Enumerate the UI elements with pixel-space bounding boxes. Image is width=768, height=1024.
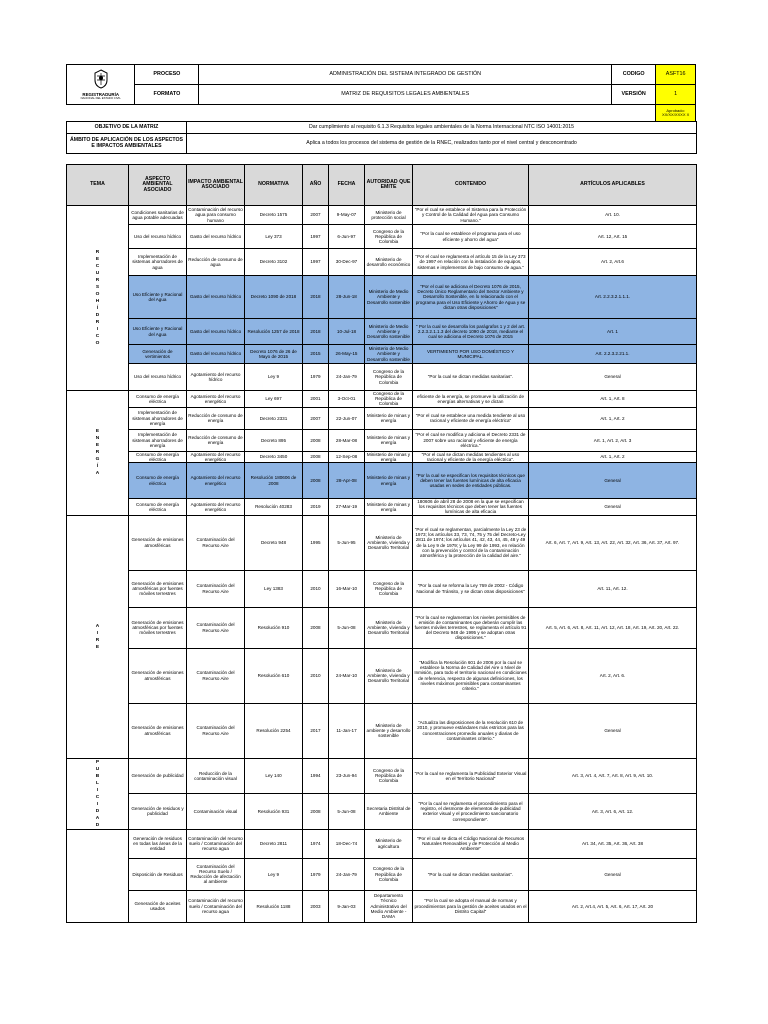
cell-impacto: Contaminación del recurso suelo / Contaminación del recurso agua (187, 829, 245, 858)
cell-impacto: Contaminación del Recurso Suelo / Reducción de afectación al ambiente (187, 858, 245, 890)
cell-aspecto: Consumo de energía eléctrica (129, 391, 187, 408)
cell-articulos: General (529, 463, 697, 499)
cell-fecha: 6-Jun-97 (329, 225, 365, 249)
cell-impacto: Reducción de consumo de energía (187, 429, 245, 451)
table-row (67, 890, 697, 922)
cell-articulos: Art. 10. (529, 206, 697, 225)
cell-contenido: "Por el cual se dictan medidas tendientes al uso racional y eficiente de la energía eléctrica". (413, 451, 529, 462)
cell-anio: 1997 (303, 225, 329, 249)
cell-impacto: Reducción de consumo de energía (187, 407, 245, 429)
cell-contenido: "Por el cual se modifica y adiciona el Decreto 2331 de 2007 sobre uso racional y eficiente de energía eléctrica." (413, 429, 529, 451)
cell-aspecto: Generación de emisiones atmosféricas por fuentes móviles terrestres (129, 607, 187, 648)
table-row (67, 276, 697, 319)
cell-contenido: "Por el cual se adiciona el Decreto 1076 de 2015, Decreto Único Reglamentario del Sector Ambiente y Desarrollo Sostenible, en lo relacionado con el programa para el Uso Eficiente y Ahorro de Agua y se dictan otras disposiciones" (413, 276, 529, 319)
cell-normativa: Ley 9 (245, 858, 303, 890)
table-row (67, 206, 697, 225)
table-row (67, 345, 697, 364)
cell-autoridad: Ministerio de Ambiente, vivienda y Desarrollo Territorial (365, 607, 413, 648)
cell-aspecto: Generación de publicidad (129, 758, 187, 794)
cell-fecha: 5-Jun-08 (329, 794, 365, 830)
table-row (67, 249, 697, 276)
table-row (67, 858, 697, 890)
info-table (66, 121, 697, 154)
cell-contenido: "Por la cual se adopta el manual de normas y procedimientos para la gestión de aceites usados en el Distrito Capital" (413, 890, 529, 922)
cell-anio: 1995 (303, 515, 329, 570)
cell-normativa: Ley 9 (245, 364, 303, 391)
cell-autoridad: Ministerio de minas y energía (365, 499, 413, 516)
logo-name: REGISTRADURÍA (82, 91, 119, 97)
cell-fecha: 18-Dec-74 (329, 829, 365, 858)
cell-aspecto: Consumo de energía eléctrica (129, 451, 187, 462)
cell-fecha: 28-Jun-18 (329, 276, 365, 319)
cell-anio: 2007 (303, 206, 329, 225)
cell-articulos: Art. 1, Art. 2 (529, 407, 697, 429)
proceso-value: ADMINISTRACIÓN DEL SISTEMA INTEGRADO DE GESTIÓN (199, 65, 612, 85)
cell-autoridad: Ministerio de agricultura (365, 829, 413, 858)
table-row (67, 391, 697, 408)
cell-autoridad: Ministerio de minas y energía (365, 407, 413, 429)
cell-aspecto: Generación de emisiones atmosféricas (129, 648, 187, 703)
cell-autoridad: Ministerio de Ambiente, vivienda y Desarrollo Territorial (365, 648, 413, 703)
ambito-label: ÁMBITO DE APLICACIÓN DE LOS ASPECTOS E IMPACTOS AMBIENTALES (67, 134, 187, 154)
cell-articulos: General (529, 364, 697, 391)
coat-of-arms-icon (91, 69, 111, 89)
cell-normativa: Ley 697 (245, 391, 303, 408)
cell-articulos: Art. 2.2.3.2.1.1.1. (529, 276, 697, 319)
cell-aspecto: Implementación de sistemas ahorradores de agua (129, 249, 187, 276)
cell-fecha: 11-Jan-17 (329, 703, 365, 758)
cell-autoridad: Ministerio de Medio Ambiente y Desarrollo sostenible (365, 276, 413, 319)
cell-aspecto: Generación de vertimientos (129, 345, 187, 364)
cell-impacto: Contaminación visual (187, 794, 245, 830)
table-row (67, 758, 697, 794)
tema-label: RECURSO HÍDRICO (95, 250, 100, 346)
cell-impacto: Contaminación del Recurso Aire (187, 648, 245, 703)
cell-anio: 2010 (303, 570, 329, 607)
cell-normativa: Resolución 610 (245, 648, 303, 703)
cell-fecha: 24-Jan-79 (329, 364, 365, 391)
cell-aspecto: Consumo de energía eléctrica (129, 463, 187, 499)
cell-normativa: Decreto 2811 (245, 829, 303, 858)
table-row (67, 703, 697, 758)
cell-autoridad: Congreso de la República de Colombia (365, 858, 413, 890)
cell-normativa: Resolución 1257 de 2018 (245, 319, 303, 345)
cell-articulos: Art. 2.2.3.2.21.1. (529, 345, 697, 364)
formato-label: FORMATO (135, 85, 199, 105)
cell-contenido: "Modifica la Resolución 601 de 2006 por la cual se establece la Norma de Calidad del Aire o Nivel de Inmisión, para todo el territorio nacional en condiciones de referencia, respecto de algunas definiciones, los niveles máximos permisibles para contaminantes criterio." (413, 648, 529, 703)
proceso-label: PROCESO (135, 65, 199, 85)
cell-impacto: Reducción de la contaminación visual (187, 758, 245, 794)
cell-normativa: Resolución 180606 de 2008 (245, 463, 303, 499)
cell-fecha: 5-Jun-95 (329, 515, 365, 570)
cell-aspecto: Uso del recurso hídrico (129, 364, 187, 391)
objetivo-value: Dar cumplimiento al requisito 6.1.3 Requisitos legales ambientales de la Norma Internacional NTC ISO 14001:2015 (187, 122, 697, 134)
cell-impacto: Contaminación del Recurso Aire (187, 703, 245, 758)
cell-normativa: Resolución 2254 (245, 703, 303, 758)
cell-autoridad: Congreso de la República de Colombia (365, 225, 413, 249)
logo (67, 65, 135, 105)
cell-normativa: Decreto 1575 (245, 206, 303, 225)
header-table (66, 64, 696, 122)
cell-anio: 2018 (303, 319, 329, 345)
cell-contenido: "Por la cual se dictan medidas sanitarias". (413, 364, 529, 391)
ambito-value: Aplica a todos los procesos del sistema de gestión de la RNEC, realizados tanto por el nivel central y desconcentrado (187, 134, 697, 154)
cell-contenido: "Por el cual se establece una medida tendiente al uso racional y eficiente de energía eléctrica" (413, 407, 529, 429)
cell-fecha: 24-Mar-10 (329, 648, 365, 703)
cell-articulos: Art. 1, Art. 8 (529, 391, 697, 408)
col-fecha: FECHA (329, 165, 365, 206)
cell-anio: 1979 (303, 858, 329, 890)
col-aspecto: ASPECTO AMBIENTAL ASOCIADO (129, 165, 187, 206)
cell-autoridad: Secretaria Distrital de Ambiente (365, 794, 413, 830)
codigo-label: CODIGO (612, 65, 656, 85)
col-anio: AÑO (303, 165, 329, 206)
cell-impacto: Agotamiento del recurso energético (187, 391, 245, 408)
cell-aspecto: Condiciones sanitarias de agua potable adecuadas (129, 206, 187, 225)
cell-autoridad: Ministerio de minas y energía (365, 451, 413, 462)
cell-normativa: Decreto 3450 (245, 451, 303, 462)
cell-anio: 1994 (303, 758, 329, 794)
cell-autoridad: Congreso de la República de Colombia (365, 364, 413, 391)
cell-aspecto: Disposición de Residuos (129, 858, 187, 890)
cell-anio: 2019 (303, 499, 329, 516)
cell-autoridad: Ministerio de Medio Ambiente y Desarrollo sostenible (365, 319, 413, 345)
cell-fecha: 5-Jun-08 (329, 607, 365, 648)
col-autoridad: AUTORIDAD QUE EMITE (365, 165, 413, 206)
table-row (67, 319, 697, 345)
cell-fecha: 12-Sep-08 (329, 451, 365, 462)
cell-anio: 2008 (303, 794, 329, 830)
cell-normativa: Ley 373 (245, 225, 303, 249)
cell-contenido: "Por la cual se reglamentan los niveles permisibles de emisión de contaminantes que deberán cumplir las fuentes móviles terrestres, se reglamenta el artículo 91 del Decreto 948 de 1995 y se adoptan otras disposiciones." (413, 607, 529, 648)
cell-aspecto: Generación de residuos en todas las áreas de la entidad (129, 829, 187, 858)
cell-autoridad: Ministerio de minas y energía (365, 463, 413, 499)
cell-articulos: Art. 12, Art. 15 (529, 225, 697, 249)
cell-articulos: Art. 5, Art. 6, Art. 8, Art. 11, Art. 12, Art. 18, Art. 19, Art. 20, Art. 22. (529, 607, 697, 648)
cell-anio: 2007 (303, 407, 329, 429)
cell-fecha: 30-Dec-97 (329, 249, 365, 276)
cell-aspecto: Implementación de sistemas ahorradores de energía (129, 429, 187, 451)
table-row (67, 499, 697, 516)
cell-aspecto: Generación de aceites usados (129, 890, 187, 922)
cell-contenido: "Por la cual se reglamenta la Publicidad Exterior Visual en el Territorio Nacional" (413, 758, 529, 794)
col-impacto: IMPACTO AMBIENTAL ASOCIADO (187, 165, 245, 206)
cell-fecha: 9-May-07 (329, 206, 365, 225)
cell-impacto: Contaminación del Recurso Aire (187, 515, 245, 570)
cell-anio: 1974 (303, 829, 329, 858)
table-row (67, 407, 697, 429)
cell-impacto: Contaminación del recurso agua para consumo humano (188, 207, 243, 223)
cell-autoridad: Ministerio de desarrollo económico (365, 249, 413, 276)
cell-aspecto: Uso del recurso hídrico (129, 225, 187, 249)
table-row (67, 225, 697, 249)
cell-articulos: General (529, 703, 697, 758)
cell-normativa: Decreto 3102 (245, 249, 303, 276)
cell-autoridad: Congreso de la República de Colombia (365, 570, 413, 607)
table-row (67, 463, 697, 499)
cell-contenido: eficiente de la energía, se promueve la utilización de energías alternativas y se dictan (413, 391, 529, 408)
logo-subtitle: NACIONAL DEL ESTADO CIVIL (80, 95, 121, 100)
cell-fecha: 24-Jan-79 (329, 858, 365, 890)
cell-anio: 2003 (303, 890, 329, 922)
table-row (67, 364, 697, 391)
cell-anio: 2008 (303, 463, 329, 499)
cell-autoridad: Congreso de la República de Colombia (365, 758, 413, 794)
document-sheet (66, 64, 696, 923)
table-row (67, 451, 697, 462)
cell-contenido: "Por el cual se dicta el Código Nacional de Recursos Naturales Renovables y de Protección al Medio Ambiente" (413, 829, 529, 858)
cell-impacto: Contaminación del recurso suelo / Contaminación del recurso agua (187, 890, 245, 922)
cell-contenido: "Por el cual se reglamentan, parcialmente la Ley 23 de 1973; los artículos 33, 73, 74, 75 y 75 del Decreto-Ley 2811 de 1974; los artículos 41, 42, 43, 44, 45, 48 y 49 de la Ley 9 de 1979; y la Ley 99 de 1993, en relación con la prevención y control de la contaminación atmosférica y la protección de la calidad del aire." (413, 515, 529, 570)
cell-fecha: 9-Jan-03 (329, 890, 365, 922)
cell-articulos: Art. 3, Art. 4, Art. 7, Art. 8, Art. 9, Art. 10. (529, 758, 697, 794)
cell-contenido: "Por la cual se dictan medidas sanitarias". (413, 858, 529, 890)
cell-contenido: "Por el cual se establece el Sistema para la Protección y Control de la Calidad del Agua para Consumo Humano." (413, 206, 529, 225)
cell-aspecto: Generación de residuos y publicidad (129, 794, 187, 830)
cell-normativa: Decreto 895 (245, 429, 303, 451)
cell-aspecto: Implementación de sistemas ahorradores de energía (129, 407, 187, 429)
aprobado-note: Aprobado: XX/XX/XXXX X (656, 105, 696, 122)
cell-articulos: Art. 1 (529, 319, 697, 345)
cell-aspecto: Generación de emisiones atmosféricas (129, 703, 187, 758)
cell-normativa: Decreto 1090 de 2018 (245, 276, 303, 319)
cell-articulos: Art. 6, Art. 7, Art. 9, Art. 13, Art. 22, Art. 32, Art. 36, Art. 37, Art. 97. (529, 515, 697, 570)
cell-aspecto: Generación de emisiones atmosféricas (129, 515, 187, 570)
cell-fecha: 16-Mar-10 (329, 570, 365, 607)
cell-anio: 2018 (303, 276, 329, 319)
tema-cell (67, 829, 129, 922)
cell-articulos: Art. 1, Art. 2, Art. 3 (529, 429, 697, 451)
cell-normativa: Resolución 931 (245, 794, 303, 830)
tema-cell (67, 758, 129, 829)
cell-impacto: Agotamiento del recurso hídrico (187, 364, 245, 391)
col-normativa: NORMATIVA (245, 165, 303, 206)
table-row (67, 515, 697, 570)
cell-anio: 2017 (303, 703, 329, 758)
table-row (67, 794, 697, 830)
version-value: 1 (656, 85, 696, 105)
cell-autoridad: Congreso de la República de Colombia (365, 391, 413, 408)
column-header-row (67, 165, 697, 206)
requirements-matrix (66, 164, 697, 923)
cell-fecha: 3-Oct-01 (329, 391, 365, 408)
cell-articulos: Art. 1, Art. 2 (529, 451, 697, 462)
tema-cell (67, 515, 129, 758)
table-row (67, 607, 697, 648)
cell-contenido: " Por la cual se desarrolla los parágrafos 1 y 2 del art. 2.2.3.2.1.1.3 del decreto 1090 de 2018, mediante el cual se adiciona el Decreto 1076 de 2015 (413, 319, 529, 345)
col-tema: TEMA (67, 165, 129, 206)
cell-articulos: Art. 34, Art. 35, Art. 36, Art. 38 (529, 829, 697, 858)
cell-contenido: "Por el cual se reglamenta el artículo 15 de la Ley 373 de 1997 en relación con la instalación de equipos, sistemas e implementos de bajo consumo de agua." (413, 249, 529, 276)
cell-normativa: Resolución 1188 (245, 890, 303, 922)
cell-articulos: General (529, 499, 697, 516)
cell-articulos: Art. 11, Art. 12. (529, 570, 697, 607)
cell-contenido: "Actualiza las disposiciones de la resolución 610 de 2010, y promueve estándares más estrictos para las concentraciones promedio anuales y diarias de contaminantes criterio." (413, 703, 529, 758)
cell-impacto: Agotamiento del recurso energético (187, 451, 245, 462)
cell-impacto: Reducción de consumo de agua (187, 249, 245, 276)
cell-aspecto: Generación de emisiones atmosféricas por fuentes móviles terrestres (129, 570, 187, 607)
cell-articulos: Art. 2, Art. 6. (529, 648, 697, 703)
table-row (67, 429, 697, 451)
tema-label: AIRE (95, 623, 100, 650)
cell-anio: 2008 (303, 451, 329, 462)
cell-anio: 1979 (303, 364, 329, 391)
cell-contenido: "Por la cual se reglamenta el procedimiento para el registro, el desmonte de elementos de publicidad exterior visual y el procedimiento sancionatorio correspondiente". (413, 794, 529, 830)
cell-anio: 2015 (303, 345, 329, 364)
tema-label: PUBLICIDAD (95, 759, 100, 828)
cell-autoridad: Ministerio de ambiente y desarrollo sostenible (365, 703, 413, 758)
objetivo-label: OBJETIVO DE LA MATRIZ (67, 122, 187, 134)
tema-cell (67, 391, 129, 516)
cell-anio: 2010 (303, 648, 329, 703)
cell-fecha: 28-Mar-08 (329, 429, 365, 451)
cell-impacto: Agotamiento del recurso energético (187, 463, 245, 499)
cell-fecha: 27-Mar-19 (329, 499, 365, 516)
cell-normativa: Ley 1383 (245, 570, 303, 607)
cell-fecha: 26-May-15 (329, 345, 365, 364)
cell-normativa: Decreto 948 (245, 515, 303, 570)
cell-articulos: Art. 3, Art. 6, Art. 12. (529, 794, 697, 830)
cell-impacto: Agotamiento del recurso energético (187, 499, 245, 516)
cell-impacto: Gasto del recurso hídrico (187, 276, 245, 319)
cell-aspecto: Uso Eficiente y Racional del Agua (129, 319, 187, 345)
cell-normativa: Resolución 40283 (245, 499, 303, 516)
cell-autoridad: Ministerio de Ambiente, vivienda y Desarrollo Territorial (365, 515, 413, 570)
cell-autoridad: Ministerio de minas y energía (365, 429, 413, 451)
cell-autoridad: Ministerio de Medio Ambiente y Desarrollo sostenible (365, 345, 413, 364)
cell-aspecto: Uso Eficiente y Racional del Agua (129, 276, 187, 319)
cell-autoridad: Ministerio de protección social (365, 206, 413, 225)
cell-anio: 2008 (303, 429, 329, 451)
tema-label: ENERGÍA (95, 429, 100, 477)
cell-contenido: VERTIMIENTO POR USO DOMÉSTICO Y MUNICIPAL. (413, 345, 529, 364)
cell-articulos: General (529, 858, 697, 890)
cell-articulos: Art. 2, Art.6 (529, 249, 697, 276)
cell-anio: 1997 (303, 249, 329, 276)
codigo-value: ASFT16 (656, 65, 696, 85)
cell-autoridad: Departamento Técnico Administrativo del Medio Ambiente - DAMA (365, 890, 413, 922)
cell-contenido: "Por la cual se establece el programa para el uso eficiente y ahorro del agua" (413, 225, 529, 249)
col-articulos: ARTÍCULOS APLICABLES (529, 165, 697, 206)
cell-impacto: Gasto del recurso hídrico (187, 225, 245, 249)
cell-articulos: Art. 2, Art.4, Art. 5, Art. 6, Art. 17, Art. 20 (529, 890, 697, 922)
version-label: VERSIÓN (612, 85, 656, 105)
cell-impacto: Contaminación del Recurso Aire (187, 607, 245, 648)
cell-fecha: 10-Jul-18 (329, 319, 365, 345)
cell-contenido: 180606 de abril 28 de 2008 en la que se especifican los requisitos técnicos que deben tener las fuentes lumínicas de alta eficacia (413, 499, 529, 516)
cell-contenido: "Por la cual se especifican los requisitos técnicos que deben tener las fuentes lumínicas de alta eficacia usadas en sedes de entidades públicas. (413, 463, 529, 499)
cell-fecha: 22-Jun-07 (329, 407, 365, 429)
cell-normativa: Resolución 910 (245, 607, 303, 648)
table-row (67, 648, 697, 703)
cell-impacto: Gasto del recurso hídrico (187, 319, 245, 345)
tema-cell (67, 206, 129, 391)
cell-normativa: Ley 140 (245, 758, 303, 794)
cell-anio: 2001 (303, 391, 329, 408)
formato-value: MATRIZ DE REQUISITOS LEGALES AMBIENTALES (199, 85, 612, 105)
cell-contenido: "Por la cual se reforma la Ley 769 de 2002 - Código Nacional de Tránsito, y se dictan otras disposiciones" (413, 570, 529, 607)
cell-fecha: 28-Apr-08 (329, 463, 365, 499)
cell-anio: 2008 (303, 607, 329, 648)
cell-impacto: Contaminación del Recurso Aire (187, 570, 245, 607)
col-contenido: CONTENIDO (413, 165, 529, 206)
table-row (67, 829, 697, 858)
cell-aspecto: Consumo de energía eléctrica (129, 499, 187, 516)
cell-normativa: Decreto 1076 de 26 de Mayo de 2015 (245, 345, 303, 364)
cell-normativa: Decreto 2331 (245, 407, 303, 429)
cell-impacto: Gasto del recurso hídrico (187, 345, 245, 364)
table-row (67, 570, 697, 607)
cell-fecha: 23-Jun-94 (329, 758, 365, 794)
